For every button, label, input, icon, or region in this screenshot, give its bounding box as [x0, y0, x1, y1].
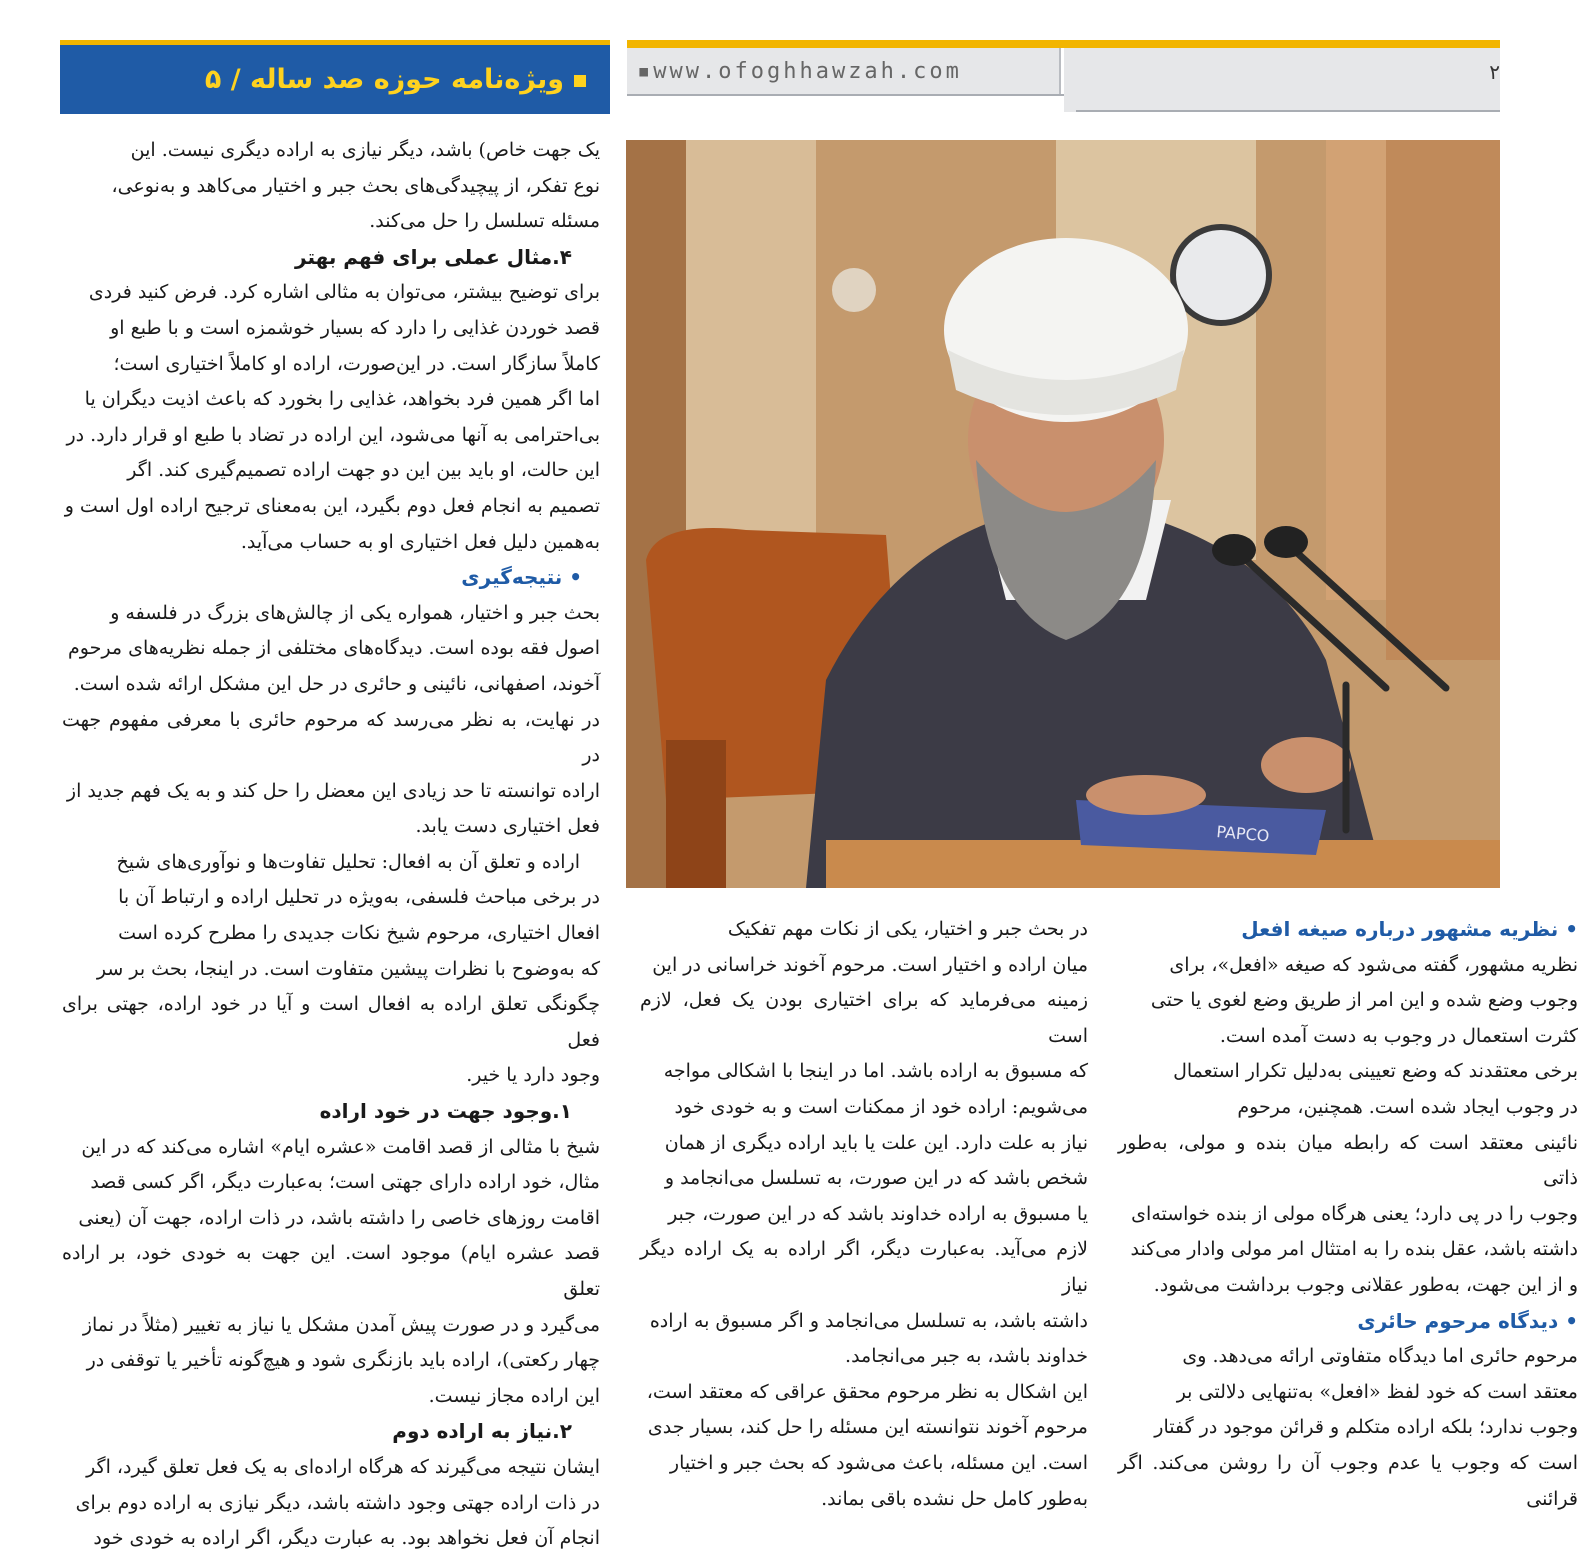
wall-light	[832, 268, 876, 312]
text-line: است که وجوب یا عدم وجوب آن را روشن می‌کند. اگر قرائنی	[1118, 1451, 1578, 1510]
header-gold-rule	[627, 40, 1500, 48]
book-label: PAPCO	[1215, 822, 1271, 846]
text-line: وجوب وضع شده و این امر از طریق وضع لغوی یا حتی	[1150, 989, 1578, 1012]
text-line: داشته باشد، به تسلسل می‌انجامد و اگر مسبوق به اراده	[649, 1309, 1088, 1332]
header-right-panel	[1064, 48, 1500, 112]
article-column-middle	[640, 912, 1088, 1517]
text-line: اما اگر همین فرد بخواهد، غذایی را بخورد که باعث اذیت دیگران یا	[84, 388, 600, 411]
text-line: است. این مسئله، باعث می‌شود که بحث جبر و اختیار	[669, 1451, 1088, 1474]
text-line: برخی معتقدند که وضع تعیینی به‌دلیل تکرار استعمال	[1173, 1060, 1578, 1083]
text-line: نظریه مشهور، گفته می‌شود که صیغه «افعل»، برای	[1169, 953, 1578, 976]
text-line: که به‌وضوح با نظرات پیشین متفاوت است. در اینجا، بحث بر سر	[96, 957, 600, 980]
photo-illustration	[626, 140, 1500, 888]
text-line: نائینی معتقد است که رابطه میان بنده و مولی، به‌طور ذاتی	[1118, 1131, 1578, 1190]
text-line: داشته باشد، عقل بنده را به امتثال امر مولی وادار می‌کند	[1130, 1238, 1578, 1261]
text-line: نوع تفکر، از پیچیدگی‌های بحث جبر و اختیار می‌کاهد و به‌نوعی،	[111, 174, 600, 197]
wall-clock	[1173, 227, 1269, 323]
text-line: این اراده مجاز نیست.	[428, 1384, 600, 1407]
text-line: اقامت روزهای خاصی را داشته باشد، در ذات اراده، جهت آن (یعنی	[78, 1206, 600, 1229]
text-line: قصد خوردن غذایی را دارد که بسیار خوشمزه است و با طبع او	[110, 316, 600, 339]
text-line: و از این جهت، به‌طور عقلانی وجوب برداشت می‌شود.	[1153, 1273, 1578, 1296]
section-title-text: ویژه‌نامه حوزه صد ساله / ۵	[204, 64, 564, 95]
text-line: شیخ با مثالی از قصد اقامت «عشره ایام» اشاره می‌کند که در این	[81, 1135, 600, 1158]
text-line: برای توضیح بیشتر، می‌توان به مثالی اشاره کرد. فرض کنید فردی	[88, 281, 600, 304]
text-line: فعل اختیاری دست یابد.	[415, 815, 600, 838]
text-line: انجام آن فعل نخواهد بود. به عبارت دیگر، اگر اراده به خودی خود	[93, 1527, 600, 1550]
heading-haeri-view: • دیدگاه مرحوم حائری	[1357, 1308, 1578, 1333]
text-line: به‌همین دلیل فعل اختیاری او به حساب می‌آید.	[240, 530, 600, 553]
page-number: ۲	[1489, 60, 1500, 84]
text-line: شخص باشد که در این صورت، به تسلسل می‌انجامد و	[664, 1167, 1088, 1190]
text-line: مسئله تسلسل را حل می‌کند.	[369, 210, 600, 233]
text-line: یک جهت خاص) باشد، دیگر نیازی به اراده دیگری نیست. این	[130, 139, 600, 161]
text-line: بی‌احترامی به آنها می‌شود، این اراده در تضاد با طبع او قرار دارد. در	[66, 423, 600, 446]
article-column-right-clip	[1118, 912, 1578, 1510]
text-line: تصمیم به انجام فعل دوم بگیرد، این به‌معنای ترجیح اراده اول است و	[64, 494, 600, 517]
text-line: یا مسبوق به اراده خداوند باشد که در این صورت، جبر	[668, 1202, 1088, 1225]
text-line: آخوند، اصفهانی، نائینی و حائری در حل این مشکل ارائه شده است.	[73, 672, 600, 695]
text-line: لازم می‌آید. به‌عبارت دیگر، اگر اراده به یک اراده دیگر نیاز	[640, 1238, 1088, 1296]
text-line: در ذات اراده جهتی وجود داشته باشد، دیگر نیازی به اراده دوم برای	[75, 1491, 600, 1514]
text-line: اراده توانسته تا حد زیادی این معضل را حل کند و به یک فهم جدید از	[66, 779, 600, 802]
text-line: بحث جبر و اختیار، همواره یکی از چالش‌های بزرگ در فلسفه و	[110, 601, 600, 624]
text-line: اراده و تعلق آن به افعال: تحلیل تفاوت‌ها و نوآوری‌های شیخ	[116, 850, 580, 873]
website-url-text: www.ofoghhawzah.com	[653, 58, 962, 84]
text-line: مثال، خود اراده دارای جهتی است؛ به‌عبارت دیگر، اگر کسی قصد	[90, 1171, 600, 1194]
url-underline	[627, 94, 1064, 96]
door-right	[1386, 140, 1500, 660]
text-line: خداوند باشد، به جبر می‌انجامد.	[845, 1345, 1088, 1368]
square-bullet-icon	[574, 75, 586, 87]
website-box	[627, 48, 1061, 94]
text-line: ایشان نتیجه می‌گیرند که هرگاه اراده‌ای به یک فعل تعلق گیرد، اگر	[86, 1455, 600, 1478]
text-line: نیاز به علت دارد. این علت یا باید اراده دیگری از همان	[664, 1131, 1088, 1154]
subheading-direction-in-will: ۱.وجود جهت در خود اراده	[319, 1099, 572, 1124]
section-header-band	[60, 40, 610, 114]
text-line: این اشکال به نظر مرحوم محقق عراقی که معتقد است،	[646, 1380, 1088, 1403]
cleric-photo	[626, 140, 1500, 888]
text-line: چهار رکعتی)، اراده باید بازنگری شود و هیچ‌گونه تأخیر یا توقفی در	[86, 1349, 600, 1372]
text-line: اصول فقه بوده است. دیدگاه‌های مختلفی از جمله نظریه‌های مرحوم	[68, 637, 600, 660]
text-line: کاملاً سازگار است. در این‌صورت، اراده او کاملاً اختیاری است؛	[113, 352, 600, 375]
text-line: به‌طور کامل حل نشده باقی بماند.	[821, 1487, 1088, 1510]
text-line: وجوب را در پی دارد؛ یعنی هرگاه مولی از بنده خواسته‌ای	[1131, 1202, 1578, 1225]
article-column-left	[62, 133, 600, 1557]
text-line: می‌شویم: اراده خود از ممکنات است و به خودی خود	[674, 1095, 1088, 1118]
text-line: می‌گیرد و در صورت پیش آمدن مشکل یا نیاز به تغییر (مثلاً در نماز	[82, 1313, 600, 1336]
heading-conclusion: • نتیجه‌گیری	[461, 565, 582, 590]
text-line: وجوب ندارد؛ بلکه اراده متکلم و قرائن موجود در گفتار	[1154, 1416, 1578, 1439]
text-line: معتقد است که خود لفظ «افعل» به‌تنهایی دلالتی بر	[1176, 1380, 1578, 1403]
text-line: قصد عشره ایام) موجود است. این جهت به خودی خود، بر اراده تعلق	[62, 1242, 600, 1300]
text-line: در بحث جبر و اختیار، یکی از نکات مهم تفکیک	[727, 918, 1088, 940]
text-line: که مسبوق به اراده باشد. اما در اینجا با اشکالی مواجه	[663, 1060, 1088, 1083]
text-line: در برخی مباحث فلسفی، به‌ویژه در تحلیل اراده و ارتباط آن با	[118, 886, 600, 909]
chair-leg	[666, 740, 726, 888]
text-line: مرحوم آخوند نتوانسته این مسئله را حل کند، بسیار جدی	[647, 1416, 1088, 1439]
hand-right	[1261, 737, 1351, 793]
text-line: زمینه می‌فرماید که برای اختیاری بودن یک فعل، لازم است	[640, 989, 1088, 1047]
text-line: میان اراده و اختیار است. مرحوم آخوند خراسانی در این	[652, 953, 1088, 976]
text-line: کثرت استعمال در وجوب به دست آمده است.	[1219, 1024, 1578, 1047]
mic-head-1	[1212, 534, 1256, 566]
hand-left	[1086, 775, 1206, 815]
website-url[interactable]: ▪www.ofoghhawzah.com	[637, 58, 962, 84]
subheading-practical-example: ۴.مثال عملی برای فهم بهتر	[295, 244, 572, 269]
text-line: وجود دارد یا خیر.	[466, 1064, 600, 1087]
text-line: این حالت، او باید بین این دو جهت اراده تصمیم‌گیری کند. اگر	[127, 459, 600, 482]
text-line: در نهایت، به نظر می‌رسد که مرحوم حائری با معرفی مفهوم جهت در	[62, 708, 600, 767]
text-line: مرحوم حائری اما دیدگاه متفاوتی ارائه می‌دهد. وی	[1182, 1345, 1578, 1368]
article-column-right	[1118, 912, 1578, 1517]
header-right-underline	[1076, 110, 1500, 112]
heading-famous-theory: • نظریه مشهور درباره صیغه افعل	[1241, 917, 1578, 941]
text-line: چگونگی تعلق اراده به افعال است و آیا در خود اراده، جهتی برای فعل	[62, 993, 600, 1051]
section-title	[205, 64, 586, 95]
mic-head-2	[1264, 526, 1308, 558]
subheading-second-will: ۲.نیاز به اراده دوم	[392, 1419, 572, 1444]
text-line: در وجوب ایجاد شده است. همچنین، مرحوم	[1237, 1095, 1578, 1118]
text-line: افعال اختیاری، مرحوم شیخ نکات جدیدی را مطرح کرده است	[118, 922, 600, 945]
